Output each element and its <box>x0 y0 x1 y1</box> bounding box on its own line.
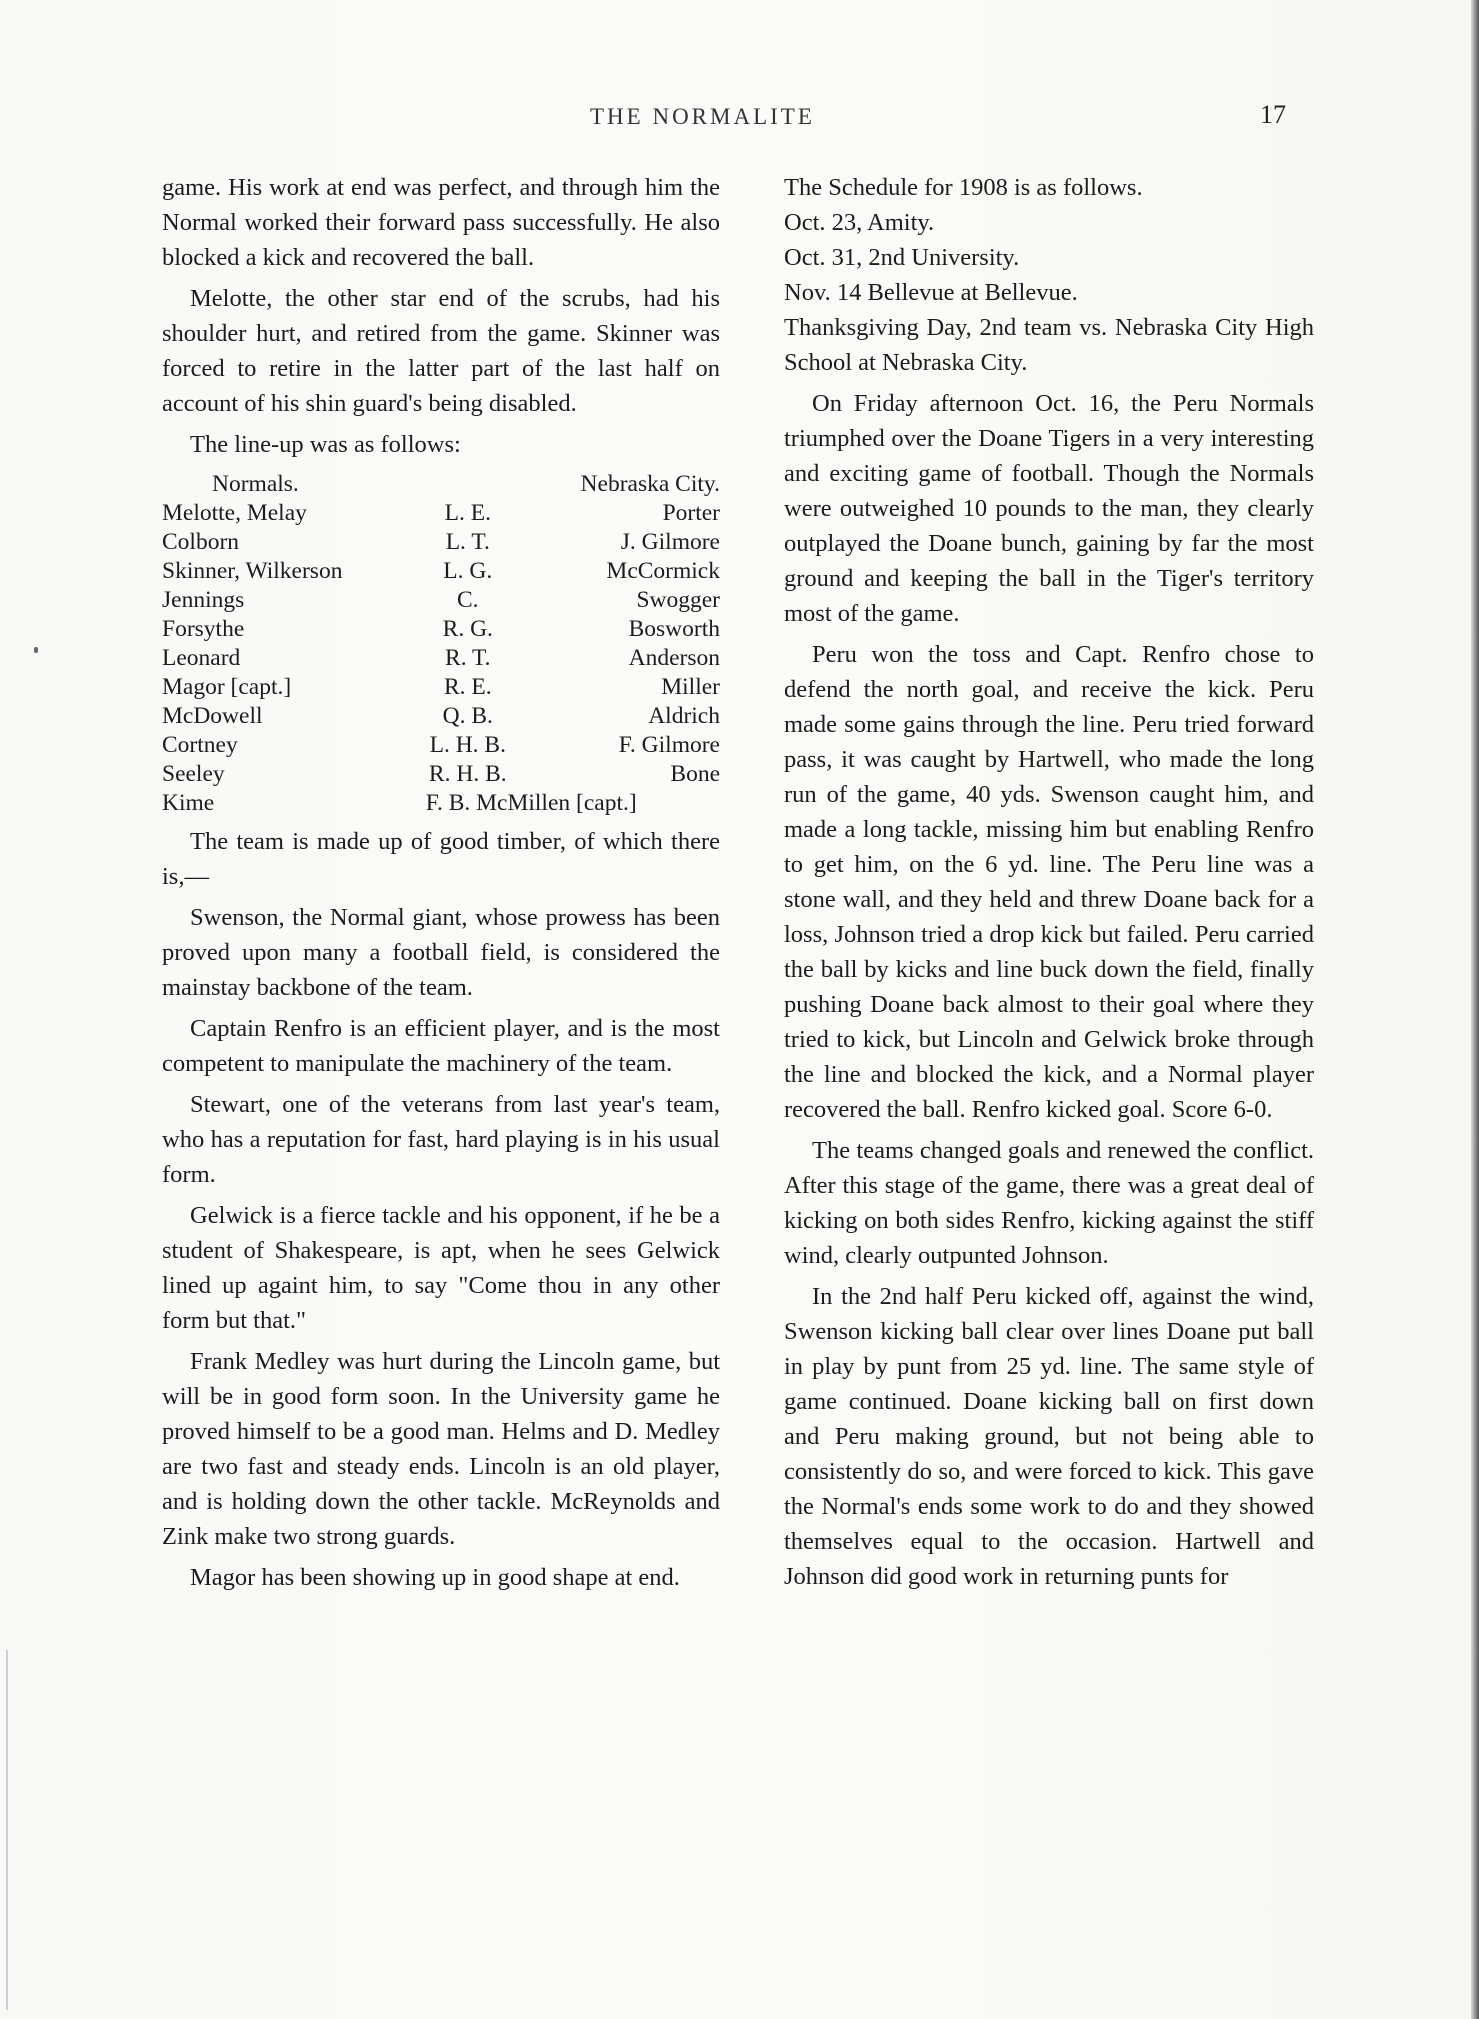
ink-speck <box>34 647 38 653</box>
lineup-normal-player: Skinner, Wilkerson <box>162 558 343 584</box>
lineup-row <box>162 760 720 789</box>
lineup-position: L. G. <box>443 558 493 584</box>
lineup-row <box>162 586 720 615</box>
right-column <box>784 170 1314 1600</box>
lineup-position: L. H. B. <box>429 732 506 758</box>
paragraph: The teams changed goals and renewed the conflict. After this stage of the game, there was a great deal of kicking on both sides Renfro, kicking against the stiff wind, clearly outpunted Johnson. <box>784 1137 1314 1269</box>
lineup-row <box>162 789 720 818</box>
lineup-row <box>162 499 720 528</box>
lineup-normal-player: Forsythe <box>162 616 245 642</box>
lineup-row <box>162 702 720 731</box>
lineup-opponent-player: F. Gilmore <box>618 732 720 758</box>
schedule-item: Nov. 14 Bellevue at Bellevue. <box>784 279 1078 306</box>
paragraph: Stewart, one of the veterans from last year's team, who has a reputation for fast, hard playing is in his usual form. <box>162 1091 720 1188</box>
paragraph: On Friday afternoon Oct. 16, the Peru Normals triumphed over the Doane Tigers in a very interesting and exciting game of football. Though the Normals were outweighed 10 pounds to the man, they clearly outplayed the Doane bunch, gaining by far the most ground and keeping the ball in the Tiger's territory most of the game. <box>784 390 1314 627</box>
lineup-position: R. E. <box>443 674 492 700</box>
lineup-position: L. E. <box>444 500 491 526</box>
paragraph: Magor has been showing up in good shape at end. <box>190 1564 680 1591</box>
lineup-normal-player: Cortney <box>162 732 238 758</box>
lineup-row <box>162 644 720 673</box>
running-header <box>0 100 1479 136</box>
paragraph: Swenson, the Normal giant, whose prowess has been proved upon many a football field, is considered the mainstay backbone of the team. <box>162 904 720 1001</box>
lineup-opponent-player: Miller <box>661 674 720 700</box>
lineup-normal-player: Jennings <box>162 587 245 613</box>
lineup-normal-player: Magor [capt.] <box>162 674 292 700</box>
lineup-normal-player: Kime <box>162 790 215 816</box>
lineup-opponent-player: Porter <box>662 500 720 526</box>
lineup-position: C. <box>457 587 479 613</box>
lineup-row <box>162 731 720 760</box>
schedule-item: Oct. 31, 2nd University. <box>784 244 1020 271</box>
header-title: THE NORMALITE <box>590 104 815 129</box>
page-edge-shadow <box>1471 0 1479 2019</box>
schedule-intro: The Schedule for 1908 is as follows. <box>784 174 1143 201</box>
page-number: 17 <box>1260 100 1286 129</box>
paragraph: The team is made up of good timber, of which there is,— <box>162 828 720 890</box>
paragraph: Melotte, the other star end of the scrubs, had his shoulder hurt, and retired from the game. Skinner was forced to retire in the latter part of the last half on account of his shin guard's being disabled. <box>162 285 720 417</box>
paragraph: In the 2nd half Peru kicked off, against the wind, Swenson kicking ball clear over lines Doane put ball in play by punt from 25 yd. line. The same style of game continued. Doane kicking ball on first down and Peru making ground, but not being able to consistently do so, and were forced to kick. This gave the Normal's ends some work to do and they showed themselves equal to the occasion. Hartwell and Johnson did good work in returning punts for <box>784 1283 1314 1590</box>
paragraph: The line-up was as follows: <box>190 431 461 458</box>
lineup-opponent-player: J. Gilmore <box>620 529 720 555</box>
lineup-table <box>162 470 720 818</box>
paragraph: Peru won the toss and Capt. Renfro chose to defend the north goal, and receive the kick. Peru made some gains through the line. Peru tried forward pass, it was caught by Hartwell, who made the long run of the game, 40 yds. Swenson caught him, and made a long tackle, missing him but enabling Renfro to get him, on the 6 yd. line. The Peru line was a stone wall, and they held and threw Doane back for a loss, Johnson tried a drop kick but failed. Peru carried the ball by kicks and line buck down the field, finally pushing Doane back almost to their goal where they tried to kick, but Lincoln and Gelwick broke through the line and blocked the kick, and a Normal player recovered the ball. Renfro kicked goal. Score 6-0. <box>784 641 1314 1123</box>
lineup-normal-player: Melotte, Melay <box>162 500 307 526</box>
lineup-opponent-player: Bosworth <box>628 616 720 642</box>
lineup-header-row <box>162 470 720 499</box>
lineup-header-normals: Normals. <box>212 471 299 497</box>
schedule-block <box>784 170 1314 380</box>
left-column <box>162 170 720 1601</box>
lineup-position: R. H. B. <box>428 761 507 787</box>
lineup-normal-player: McDowell <box>162 703 263 729</box>
paragraph: Gelwick is a fierce tackle and his opponent, if he be a student of Shakespeare, is apt, when he sees Gelwick lined up againt him, to say "Come thou in any other form but that." <box>162 1202 720 1334</box>
lineup-position-and-opponent: F. B. McMillen [capt.] <box>425 790 637 816</box>
paragraph: Captain Renfro is an efficient player, and is the most competent to manipulate the machinery of the team. <box>162 1015 720 1077</box>
lineup-normal-player: Seeley <box>162 761 225 787</box>
lineup-row <box>162 528 720 557</box>
lineup-row <box>162 615 720 644</box>
lineup-row <box>162 557 720 586</box>
lineup-normal-player: Colborn <box>162 529 240 555</box>
paragraph: game. His work at end was perfect, and through him the Normal worked their forward pass successfully. He also blocked a kick and recovered the ball. <box>162 174 720 271</box>
lineup-opponent-player: Anderson <box>628 645 720 671</box>
schedule-item: Oct. 23, Amity. <box>784 209 935 236</box>
lineup-row <box>162 673 720 702</box>
lineup-position: R. T. <box>445 645 491 671</box>
lineup-opponent-player: Swogger <box>636 587 720 613</box>
lineup-position: Q. B. <box>442 703 493 729</box>
lineup-position: L. T. <box>445 529 490 555</box>
lineup-position: R. G. <box>442 616 493 642</box>
schedule-item: Thanksgiving Day, 2nd team vs. Nebraska City High School at Nebraska City. <box>784 314 1314 376</box>
lineup-opponent-player: Aldrich <box>648 703 720 729</box>
lineup-normal-player: Leonard <box>162 645 241 671</box>
lineup-opponent-player: Bone <box>670 761 720 787</box>
paragraph: Frank Medley was hurt during the Lincoln game, but will be in good form soon. In the University game he proved himself to be a good man. Helms and D. Medley are two fast and steady ends. Lincoln is an old player, and is holding down the other tackle. McReynolds and Zink make two strong guards. <box>162 1348 720 1550</box>
lineup-header-opponent: Nebraska City. <box>580 471 720 497</box>
page-edge-mark <box>6 1650 8 2010</box>
lineup-opponent-player: McCormick <box>606 558 720 584</box>
